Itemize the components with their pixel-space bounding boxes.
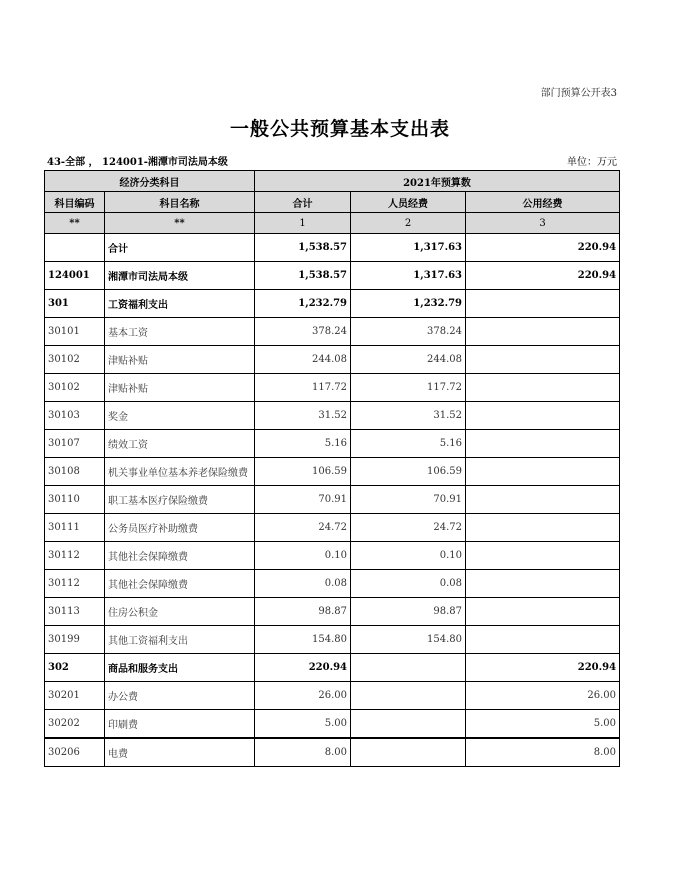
cell-public <box>466 290 620 318</box>
cell-code: 302 <box>45 654 105 682</box>
header-economic-category: 经济分类科目 <box>45 171 255 192</box>
cell-name: 机关事业单位基本养老保险缴费 <box>105 458 255 486</box>
cell-public <box>466 542 620 570</box>
cell-public <box>466 346 620 374</box>
cell-total: 5.16 <box>255 430 351 458</box>
cell-public: 26.00 <box>466 682 620 710</box>
cell-total: 0.10 <box>255 542 351 570</box>
index-total: 1 <box>255 213 351 234</box>
table-row <box>45 346 620 374</box>
cell-personnel: 378.24 <box>351 318 466 346</box>
cell-name: 绩效工资 <box>105 430 255 458</box>
header-personnel: 人员经费 <box>351 192 466 213</box>
table-row <box>45 626 620 654</box>
unit-label: 单位：万元 <box>567 157 617 168</box>
cell-public <box>466 318 620 346</box>
table-row <box>45 654 620 682</box>
table-row <box>45 430 620 458</box>
table-row <box>45 374 620 402</box>
table-body <box>45 234 620 767</box>
cell-total: 24.72 <box>255 514 351 542</box>
cell-public: 220.94 <box>466 234 620 262</box>
cell-code: 301 <box>45 290 105 318</box>
table-row <box>45 598 620 626</box>
cell-code: 30103 <box>45 402 105 430</box>
cell-name: 津贴补贴 <box>105 374 255 402</box>
table-row <box>45 738 620 767</box>
cell-personnel: 1,317.63 <box>351 234 466 262</box>
table-row <box>45 234 620 262</box>
cell-total: 244.08 <box>255 346 351 374</box>
table-row <box>45 710 620 739</box>
cell-personnel: 31.52 <box>351 402 466 430</box>
cell-code: 30199 <box>45 626 105 654</box>
cell-name: 印刷费 <box>105 710 255 739</box>
table-row <box>45 682 620 710</box>
table-row <box>45 318 620 346</box>
index-personnel: 2 <box>351 213 466 234</box>
cell-personnel: 154.80 <box>351 626 466 654</box>
cell-total: 98.87 <box>255 598 351 626</box>
cell-personnel <box>351 682 466 710</box>
cell-personnel: 24.72 <box>351 514 466 542</box>
cell-total: 26.00 <box>255 682 351 710</box>
cell-name: 其他社会保障缴费 <box>105 570 255 598</box>
cell-name: 职工基本医疗保险缴费 <box>105 486 255 514</box>
cell-personnel: 117.72 <box>351 374 466 402</box>
table-row <box>45 402 620 430</box>
cell-code: 30101 <box>45 318 105 346</box>
cell-code: 30102 <box>45 346 105 374</box>
table-row <box>45 486 620 514</box>
header-total: 合计 <box>255 192 351 213</box>
table-row <box>45 570 620 598</box>
cell-name: 津贴补贴 <box>105 346 255 374</box>
header-row-group <box>45 171 620 192</box>
cell-total: 1,232.79 <box>255 290 351 318</box>
cell-total: 220.94 <box>255 654 351 682</box>
cell-public: 220.94 <box>466 654 620 682</box>
table-number-label: 部门预算公开表3 <box>540 88 617 99</box>
header-row-index <box>45 213 620 234</box>
cell-code: 30110 <box>45 486 105 514</box>
cell-name: 合计 <box>105 234 255 262</box>
cell-name: 基本工资 <box>105 318 255 346</box>
cell-personnel: 1,317.63 <box>351 262 466 290</box>
cell-code: 30107 <box>45 430 105 458</box>
cell-personnel: 5.16 <box>351 430 466 458</box>
cell-name: 其他社会保障缴费 <box>105 542 255 570</box>
cell-total: 117.72 <box>255 374 351 402</box>
cell-name: 住房公积金 <box>105 598 255 626</box>
cell-public <box>466 514 620 542</box>
cell-code: 30202 <box>45 710 105 739</box>
cell-code: 30112 <box>45 570 105 598</box>
table-row <box>45 458 620 486</box>
table-row <box>45 290 620 318</box>
cell-personnel <box>351 710 466 739</box>
cell-total: 1,538.57 <box>255 262 351 290</box>
cell-code: 30111 <box>45 514 105 542</box>
table-row <box>45 514 620 542</box>
cell-public <box>466 458 620 486</box>
cell-personnel: 70.91 <box>351 486 466 514</box>
cell-personnel: 1,232.79 <box>351 290 466 318</box>
cell-personnel: 244.08 <box>351 346 466 374</box>
cell-public <box>466 626 620 654</box>
cell-personnel: 98.87 <box>351 598 466 626</box>
index-name: ** <box>105 213 255 234</box>
cell-code: 30112 <box>45 542 105 570</box>
cell-name: 电费 <box>105 738 255 767</box>
cell-personnel: 0.08 <box>351 570 466 598</box>
cell-code: 30201 <box>45 682 105 710</box>
page-title: 一般公共预算基本支出表 <box>229 118 450 140</box>
cell-public <box>466 402 620 430</box>
cell-total: 70.91 <box>255 486 351 514</box>
table-row <box>45 542 620 570</box>
cell-name: 公务员医疗补助缴费 <box>105 514 255 542</box>
cell-total: 8.00 <box>255 738 351 767</box>
cell-personnel: 0.10 <box>351 542 466 570</box>
cell-total: 0.08 <box>255 570 351 598</box>
cell-public <box>466 486 620 514</box>
header-row-columns <box>45 192 620 213</box>
cell-total: 378.24 <box>255 318 351 346</box>
cell-name: 商品和服务支出 <box>105 654 255 682</box>
cell-total: 154.80 <box>255 626 351 654</box>
index-public: 3 <box>466 213 620 234</box>
cell-code: 30102 <box>45 374 105 402</box>
cell-public: 5.00 <box>466 710 620 739</box>
budget-table <box>44 170 620 767</box>
header-name: 科目名称 <box>105 192 255 213</box>
cell-name: 湘潭市司法局本级 <box>105 262 255 290</box>
cell-code: 124001 <box>45 262 105 290</box>
cell-personnel: 106.59 <box>351 458 466 486</box>
cell-personnel <box>351 738 466 767</box>
header-public: 公用经费 <box>466 192 620 213</box>
cell-public <box>466 374 620 402</box>
department-label: 43-全部 ， 124001-湘潭市司法局本级 <box>47 157 228 168</box>
cell-total: 106.59 <box>255 458 351 486</box>
cell-public: 220.94 <box>466 262 620 290</box>
cell-code: 30206 <box>45 738 105 767</box>
cell-total: 31.52 <box>255 402 351 430</box>
cell-name: 其他工资福利支出 <box>105 626 255 654</box>
cell-public <box>466 570 620 598</box>
cell-code: 30113 <box>45 598 105 626</box>
cell-public <box>466 598 620 626</box>
table-row <box>45 262 620 290</box>
cell-code: 30108 <box>45 458 105 486</box>
cell-public: 8.00 <box>466 738 620 767</box>
cell-total: 1,538.57 <box>255 234 351 262</box>
cell-code <box>45 234 105 262</box>
cell-name: 工资福利支出 <box>105 290 255 318</box>
cell-name: 奖金 <box>105 402 255 430</box>
header-budget-year: 2021年预算数 <box>255 171 620 192</box>
cell-name: 办公费 <box>105 682 255 710</box>
cell-public <box>466 430 620 458</box>
index-code: ** <box>45 213 105 234</box>
header-code: 科目编码 <box>45 192 105 213</box>
cell-total: 5.00 <box>255 710 351 739</box>
cell-personnel <box>351 654 466 682</box>
